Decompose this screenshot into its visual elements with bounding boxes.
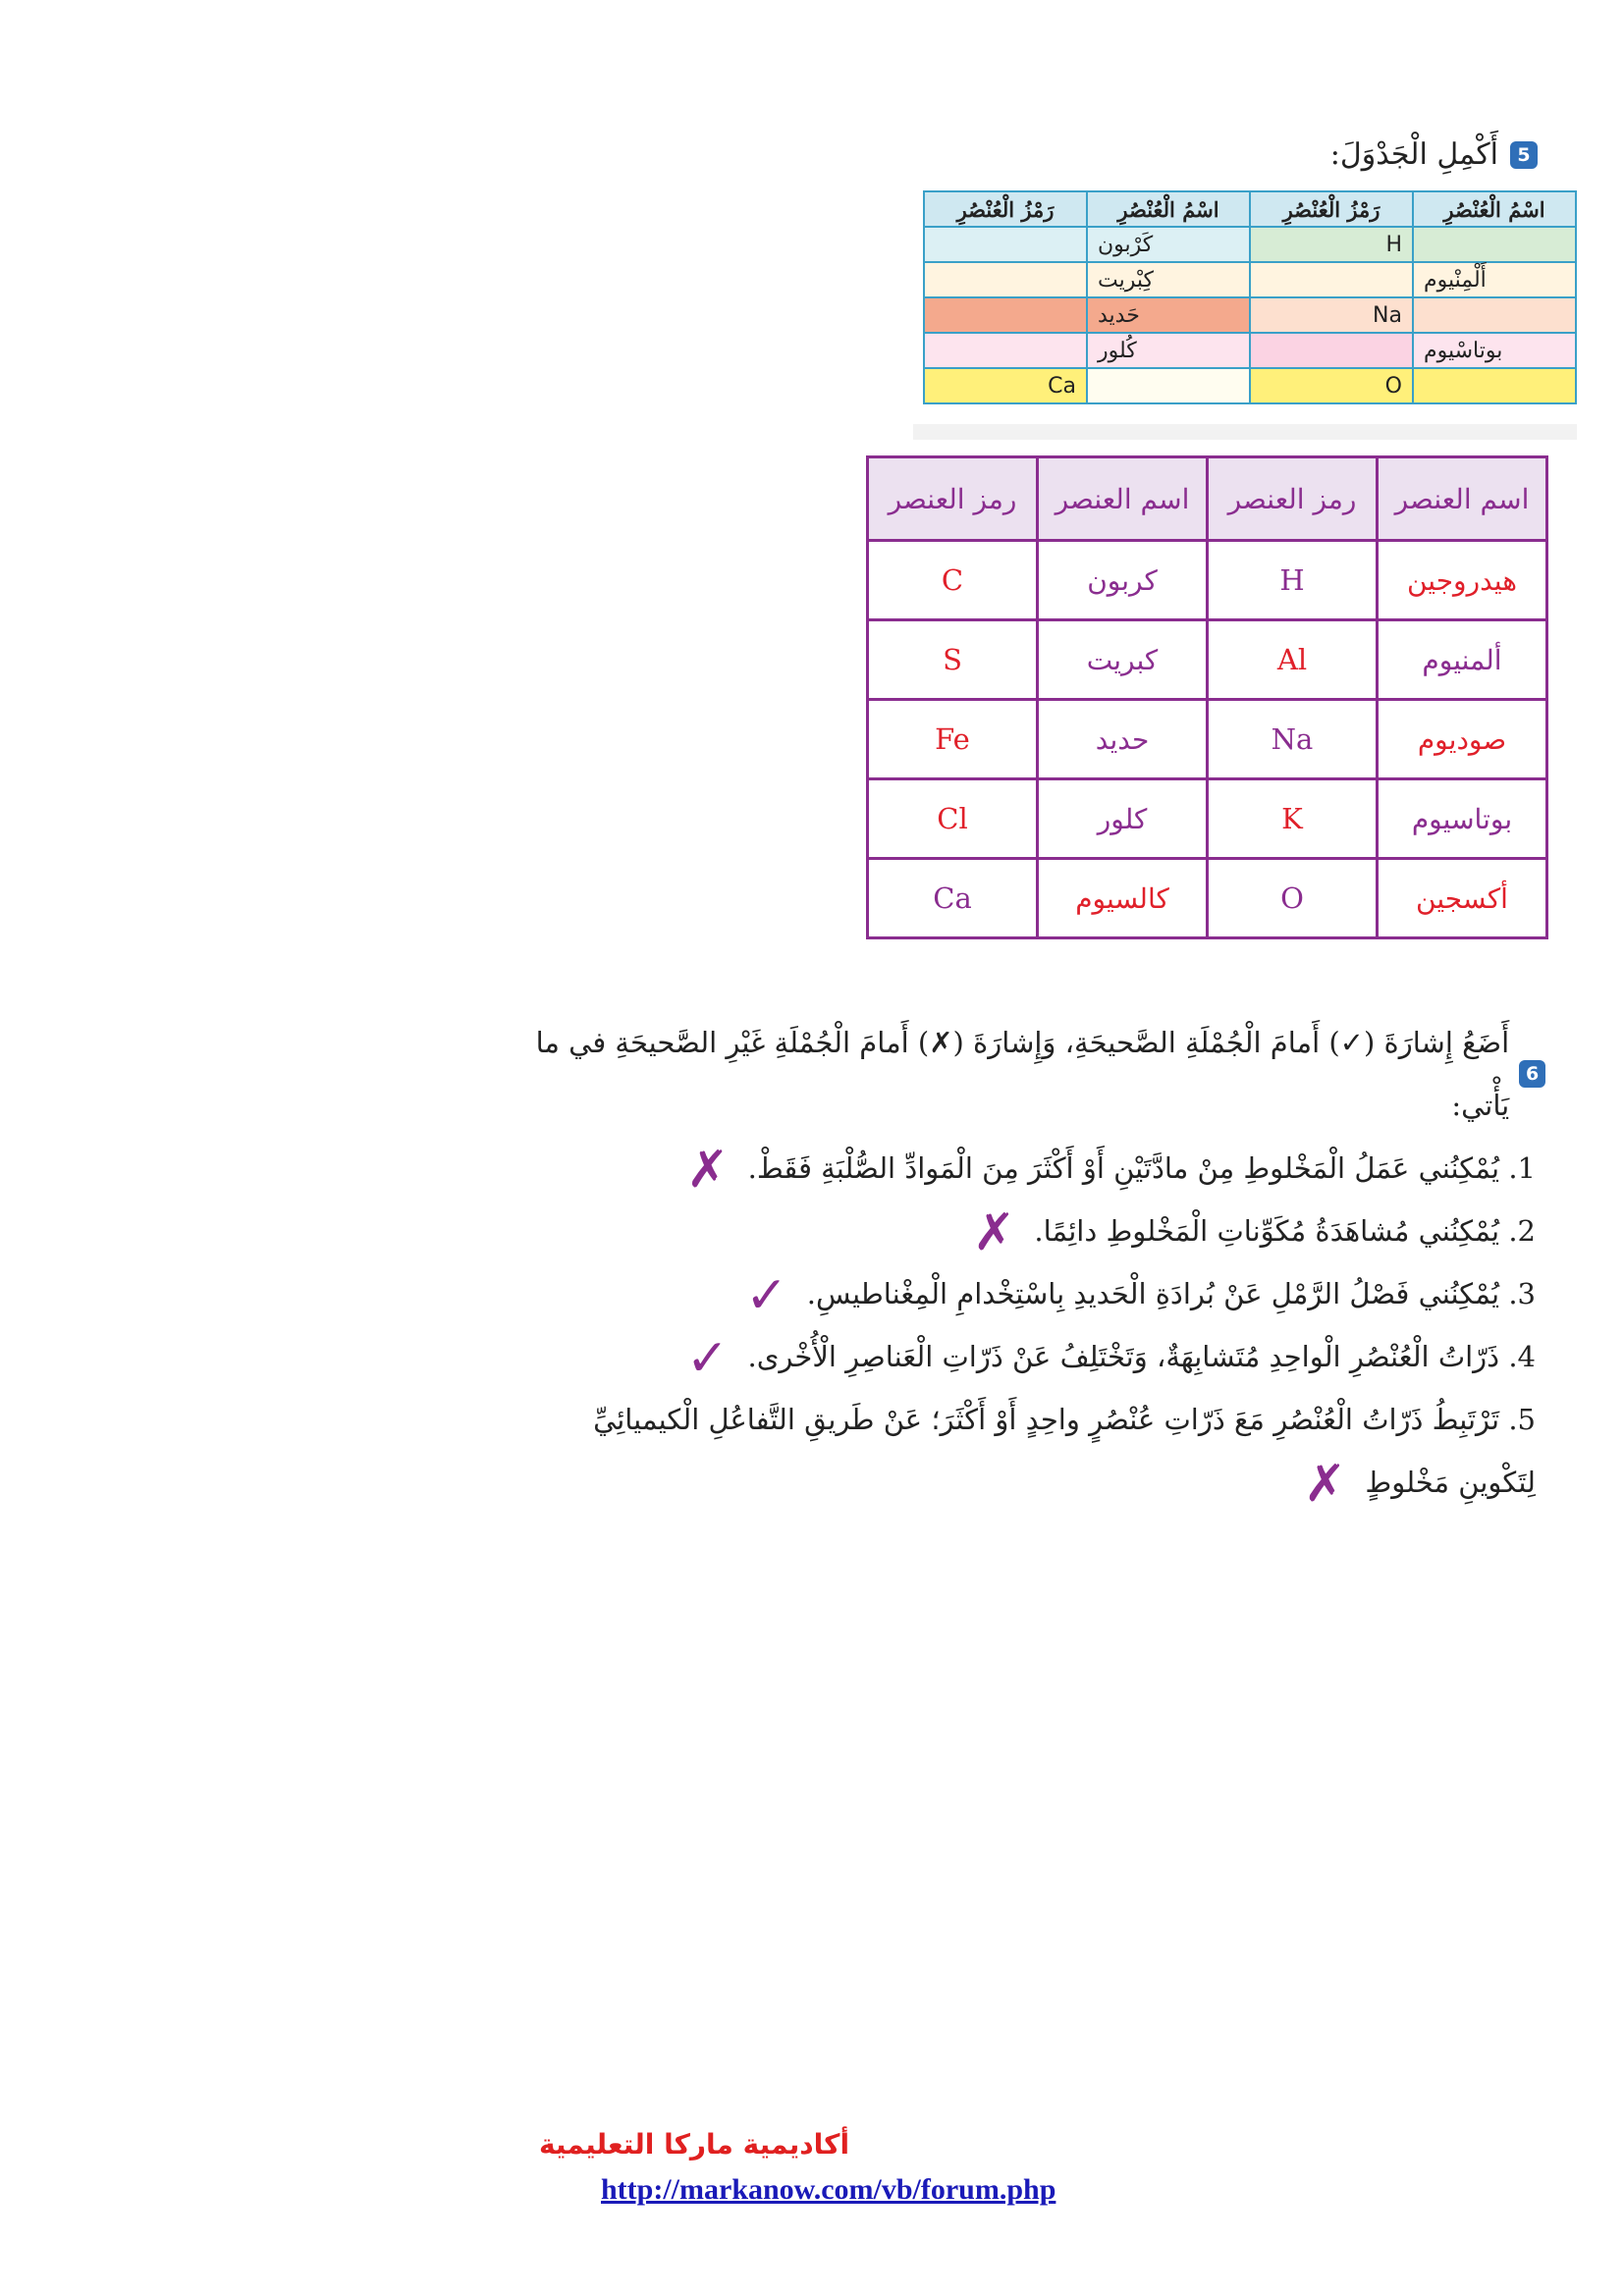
forum-link[interactable]: http://markanow.com/vb/forum.php	[601, 2173, 1056, 2206]
q5-number-badge: 5	[1510, 141, 1538, 169]
q5-title-text: أَكْمِلِ الْجَدْوَلَ:	[1329, 137, 1498, 172]
book-cell: أَلْمِنْيوم	[1413, 262, 1576, 297]
cross-mark-icon: ✗	[972, 1203, 1016, 1262]
answer-cell: K	[1208, 779, 1378, 859]
answer-cell: O	[1208, 859, 1378, 938]
answer-cell: صوديوم	[1378, 700, 1547, 779]
list-item	[514, 1325, 1545, 1388]
book-cell	[924, 297, 1087, 333]
book-row	[924, 297, 1576, 333]
item-text: تَرْتَبِطُ ذَرّاتُ الْعُنْصُرِ مَعَ ذَرّاتِ عُنْصُرٍ واحِدٍ أَوْ أَكْثَرَ؛ عَنْ طَريقِ التَّفاعُلِ الْكيميائِيِّ لِتَكْوينِ مَخْلوطٍ	[593, 1403, 1536, 1499]
book-header: اسْمُ الْعُنْصُرِ	[1087, 191, 1250, 227]
q6-heading	[514, 1011, 1545, 1137]
book-header: رَمْزُ الْعُنْصُرِ	[1250, 191, 1413, 227]
answer-cell: أكسجين	[1378, 859, 1547, 938]
book-cell	[1413, 227, 1576, 262]
answer-row	[868, 700, 1547, 779]
item-text: يُمْكِنُني مُشاهَدَةُ مُكَوِّناتِ الْمَخْلوطِ دائِمًا.	[1034, 1214, 1500, 1248]
cross-mark-icon: ✗	[1303, 1455, 1347, 1514]
check-mark-icon: ✓	[744, 1266, 788, 1325]
answer-header: اسم العنصر	[1038, 457, 1208, 541]
answer-cell: حديد	[1038, 700, 1208, 779]
answer-cell: كلور	[1038, 779, 1208, 859]
answer-cell: كربون	[1038, 541, 1208, 620]
scan-divider	[913, 424, 1577, 440]
book-cell: كَرْبون	[1087, 227, 1250, 262]
book-table	[923, 190, 1577, 404]
answer-cell: H	[1208, 541, 1378, 620]
item-text: ذَرّاتُ الْعُنْصُرِ الْواحِدِ مُتَشابِهَةٌ، وَتَخْتَلِفُ عَنْ ذَرّاتِ الْعَناصِرِ الْأُخْرى.	[747, 1340, 1500, 1373]
book-cell	[1250, 262, 1413, 297]
item-number: 4.	[1508, 1340, 1536, 1373]
academy-name	[0, 2128, 1624, 2161]
book-cell: Ca	[924, 368, 1087, 403]
book-cell	[1087, 368, 1250, 403]
answer-cell: كالسيوم	[1038, 859, 1208, 938]
academy-name-text: أكاديمية ماركا التعليمية	[538, 2128, 850, 2161]
answer-row	[868, 779, 1547, 859]
q6-list	[514, 1137, 1545, 1514]
list-item	[514, 1200, 1545, 1262]
answer-cell: ألمنيوم	[1378, 620, 1547, 700]
book-cell: كِبْريت	[1087, 262, 1250, 297]
item-number: 2.	[1508, 1214, 1536, 1248]
book-cell	[1250, 333, 1413, 368]
answer-table	[866, 455, 1548, 939]
q5-heading	[1330, 137, 1538, 172]
cross-mark-icon: ✗	[685, 1141, 730, 1200]
book-row	[924, 333, 1576, 368]
answer-cell: كبريت	[1038, 620, 1208, 700]
answer-cell: Ca	[868, 859, 1038, 938]
list-item	[514, 1388, 1545, 1514]
book-cell	[924, 333, 1087, 368]
list-item	[514, 1262, 1545, 1325]
book-cell: H	[1250, 227, 1413, 262]
answer-cell: Al	[1208, 620, 1378, 700]
book-cell: بوتاسْيوم	[1413, 333, 1576, 368]
list-item	[514, 1137, 1545, 1200]
item-text: يُمْكِنُني عَمَلُ الْمَخْلوطِ مِنْ مادَّتَيْنِ أَوْ أَكْثَرَ مِنَ الْمَوادِّ الصُّلْبَةِ فَقَطْ.	[747, 1151, 1500, 1185]
answer-cell: بوتاسيوم	[1378, 779, 1547, 859]
q6-title-text: أَضَعُ إِشارَةَ (✓) أَمامَ الْجُمْلَةِ الصَّحيحَةِ، وَإِشارَةَ (✗) أَمامَ الْجُمْلَةِ غَيْرِ الصَّحيحَةِ في ما يَأْتي:	[535, 1026, 1510, 1122]
answer-row	[868, 541, 1547, 620]
book-cell: O	[1250, 368, 1413, 403]
answer-header: رمز العنصر	[868, 457, 1038, 541]
book-cell: كُلور	[1087, 333, 1250, 368]
q6-section	[514, 1011, 1545, 1514]
book-row	[924, 262, 1576, 297]
answer-row	[868, 859, 1547, 938]
book-header: رَمْزُ الْعُنْصُرِ	[924, 191, 1087, 227]
item-number: 3.	[1508, 1277, 1536, 1310]
book-cell	[924, 262, 1087, 297]
answer-header: اسم العنصر	[1378, 457, 1547, 541]
item-text: يُمْكِنُني فَصْلُ الرَّمْلِ عَنْ بُرادَةِ الْحَديدِ بِاسْتِخْدامِ الْمِغْناطيسِ.	[806, 1277, 1500, 1310]
book-cell: حَديد	[1087, 297, 1250, 333]
book-row	[924, 368, 1576, 403]
answer-cell: Cl	[868, 779, 1038, 859]
book-cell	[924, 227, 1087, 262]
book-cell	[1413, 297, 1576, 333]
q6-number-badge: 6	[1519, 1060, 1545, 1088]
book-cell	[1413, 368, 1576, 403]
answer-header: رمز العنصر	[1208, 457, 1378, 541]
answer-cell: Fe	[868, 700, 1038, 779]
answer-cell: S	[868, 620, 1038, 700]
answer-cell: C	[868, 541, 1038, 620]
book-cell: Na	[1250, 297, 1413, 333]
answer-cell: هيدروجين	[1378, 541, 1547, 620]
item-number: 1.	[1508, 1151, 1536, 1185]
check-mark-icon: ✓	[685, 1329, 730, 1388]
book-row	[924, 227, 1576, 262]
answer-cell: Na	[1208, 700, 1378, 779]
book-header: اسْمُ الْعُنْصُرِ	[1413, 191, 1576, 227]
answer-row	[868, 620, 1547, 700]
item-number: 5.	[1508, 1403, 1536, 1436]
